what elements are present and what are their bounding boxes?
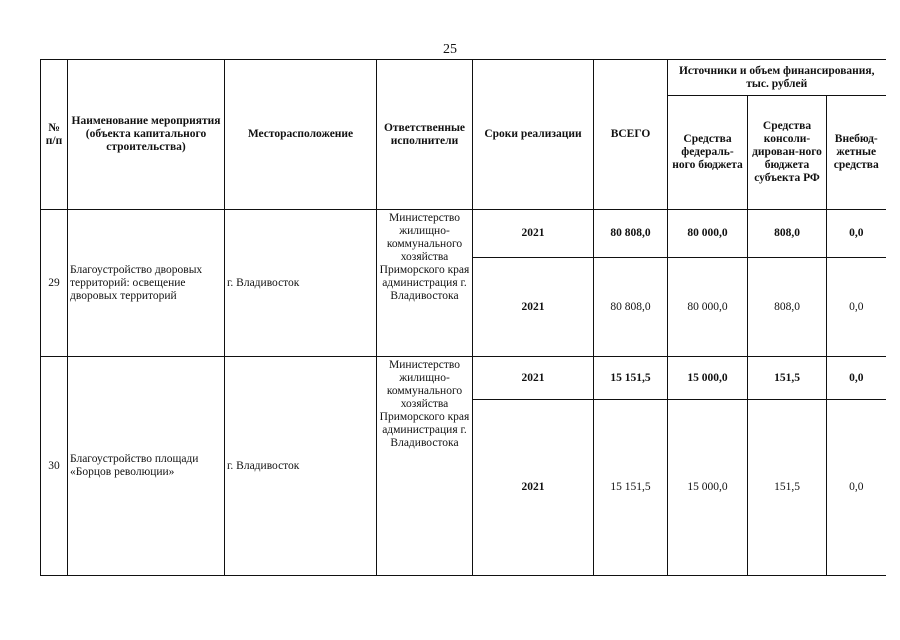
header-consolidated: Средства консоли-дирован-ного бюджета субъекта РФ <box>748 96 827 210</box>
cell-total: 15 151,5 <box>594 400 668 576</box>
table-row <box>41 210 886 258</box>
header-sources-group: Источники и объем финансирования, тыс. рублей <box>668 60 886 96</box>
header-num: № п/п <box>41 60 68 210</box>
cell-total: 15 151,5 <box>594 357 668 400</box>
financing-table <box>40 59 886 576</box>
cell-consolidated: 808,0 <box>748 258 827 357</box>
cell-year: 2021 <box>473 258 594 357</box>
cell-offbudget: 0,0 <box>827 258 886 357</box>
cell-offbudget: 0,0 <box>827 210 886 258</box>
row-num: 29 <box>41 210 68 357</box>
row-executors: Министерство жилищно-коммунального хозяйства Приморского края администрация г. Владивостока <box>377 357 473 576</box>
cell-federal: 80 000,0 <box>668 210 748 258</box>
row-num: 30 <box>41 357 68 576</box>
header-location: Месторасположение <box>225 60 377 210</box>
cell-offbudget: 0,0 <box>827 357 886 400</box>
cell-consolidated: 808,0 <box>748 210 827 258</box>
header-name: Наименование мероприятия (объекта капитального строительства) <box>68 60 225 210</box>
cell-year: 2021 <box>473 210 594 258</box>
header-terms: Сроки реализации <box>473 60 594 210</box>
row-name: Благоустройство дворовых территорий: освещение дворовых территорий <box>68 210 225 357</box>
row-name: Благоустройство площади «Борцов революции» <box>68 357 225 576</box>
header-executors: Ответственные исполнители <box>377 60 473 210</box>
cell-federal: 15 000,0 <box>668 400 748 576</box>
page-number: 25 <box>443 42 457 57</box>
cell-consolidated: 151,5 <box>748 357 827 400</box>
cell-total: 80 808,0 <box>594 210 668 258</box>
header-federal: Средства федераль-ного бюджета <box>668 96 748 210</box>
cell-consolidated: 151,5 <box>748 400 827 576</box>
cell-federal: 80 000,0 <box>668 258 748 357</box>
cell-year: 2021 <box>473 400 594 576</box>
cell-total: 80 808,0 <box>594 258 668 357</box>
row-location: г. Владивосток <box>225 210 377 357</box>
cell-federal: 15 000,0 <box>668 357 748 400</box>
row-location: г. Владивосток <box>225 357 377 576</box>
table-row <box>41 357 886 400</box>
row-executors: Министерство жилищно-коммунального хозяйства Приморского края администрация г. Владивостока <box>377 210 473 357</box>
cell-offbudget: 0,0 <box>827 400 886 576</box>
header-offbudget: Внебюд-жетные средства <box>827 96 886 210</box>
cell-year: 2021 <box>473 357 594 400</box>
header-total: ВСЕГО <box>594 60 668 210</box>
